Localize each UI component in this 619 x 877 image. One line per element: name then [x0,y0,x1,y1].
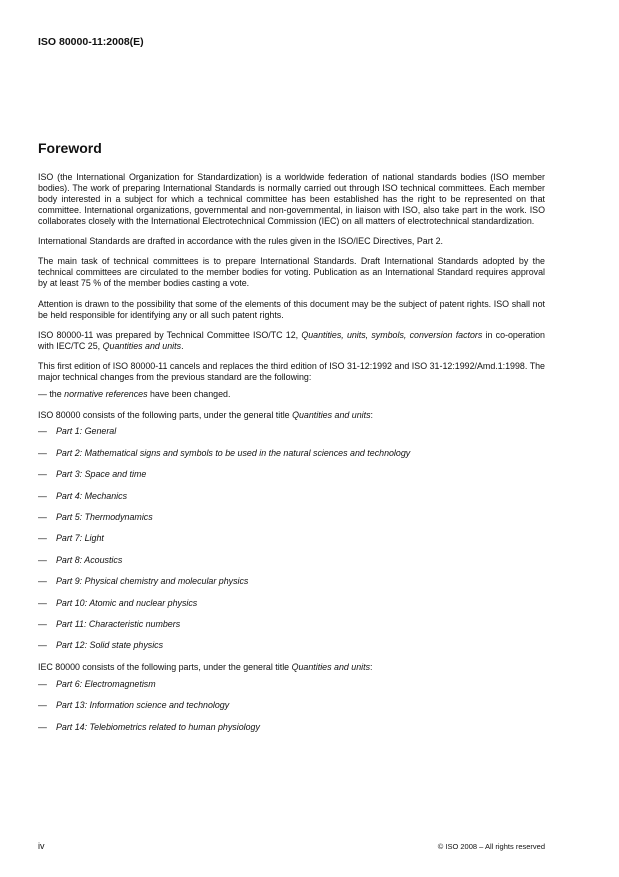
list-dash: — [38,554,47,565]
iec-intro-colon: : [370,661,373,672]
list-item [38,679,545,690]
list-item [38,619,545,630]
iso-intro-colon: : [370,409,373,420]
changes-normative-references: normative references [64,389,148,400]
list-item [38,533,545,544]
list-dash: — [38,640,47,651]
iso-parts-list [38,426,545,651]
part-title: Part 1: General [56,426,117,437]
list-item [38,700,545,711]
list-dash: — [38,512,47,523]
paragraph-directives: International Standards are drafted in accordance with the rules given in the ISO/IEC Directives, Part 2. [38,236,444,247]
part-title: Part 8: Acoustics [56,554,123,565]
prepared-by-end: . [181,340,184,351]
changes-dash: — [38,389,47,400]
page-number: iv [38,841,45,851]
part-title: Part 5: Thermodynamics [56,512,153,523]
list-dash: — [38,576,47,587]
part-title: Part 14: Telebiometrics related to human physiology [56,721,260,732]
iec-parts-list [38,679,545,733]
list-dash: — [38,678,47,689]
list-dash: — [38,597,47,608]
part-title: Part 3: Space and time [56,469,147,480]
paragraph-prepared-by [38,330,545,352]
part-title: Part 12: Solid state physics [56,640,164,651]
part-title: Part 13: Information science and technology [56,700,230,711]
list-item [38,576,545,587]
list-item [38,426,545,437]
iec-general-title: Quantities and units [291,661,371,672]
changes-item [38,389,545,400]
list-item [38,598,545,609]
iec-parts-intro [38,662,545,673]
paragraph-committee-task: The main task of technical committees is to prepare International Standards. Draft International Standards adopted by the technical committees are circulated to the member bodies for voting. Publication as an International Standard requires approval by at least 75 % of the member bodies casting a vote. [38,256,545,289]
paragraph-iso-intro: ISO (the International Organization for Standardization) is a worldwide federation of national standards bodies (ISO member bodies). The work of preparing International Standards is normally carried out through ISO technical committees. Each member body interested in a subject for which a technical committee has been established has the right to be represented on that committee. International organizations, governmental and non-governmental, in liaison with ISO, also take part in the work. ISO collaborates closely with the International Electrotechnical Commission (IEC) on all matters of electrotechnical standardization. [38,172,545,226]
list-dash: — [38,447,47,458]
list-item [38,555,545,566]
part-title: Part 11: Characteristic numbers [56,619,181,630]
list-dash: — [38,469,47,480]
iec-parts-intro-text: IEC 80000 consists of the following parts, under the general title [38,661,292,672]
iso-general-title: Quantities and units [292,409,371,420]
part-title: Part 7: Light [56,533,104,544]
list-item [38,448,545,459]
list-dash: — [38,533,47,544]
iso-parts-intro [38,410,545,421]
prepared-by-start: ISO 80000-11 was prepared by Technical Committee ISO/TC 12, [38,329,302,340]
part-title: Part 9: Physical chemistry and molecular physics [56,576,249,587]
part-title: Part 6: Electromagnetism [56,678,156,689]
list-item [38,512,545,523]
prepared-by-mid: in co-operation with IEC/TC 25, [38,329,545,351]
paragraph-patent-rights: Attention is drawn to the possibility that some of the elements of this document may be the subject of patent rights. ISO shall not be held responsible for identifying any or all such patent rights. [38,298,545,320]
foreword-heading: Foreword [38,140,102,156]
changes-pre: the [46,389,65,400]
copyright-notice: © ISO 2008 – All rights reserved [437,842,545,851]
list-dash: — [38,721,47,732]
part-title: Part 2: Mathematical signs and symbols to be used in the natural sciences and technology [56,447,411,458]
changes-post: have been changed. [147,389,231,400]
part-title: Part 10: Atomic and nuclear physics [56,597,198,608]
tc12-title: Quantities, units, symbols, conversion factors [301,329,483,340]
paragraph-edition: This first edition of ISO 80000-11 cancels and replaces the third edition of ISO 31-12:1992 and ISO 31-12:1992/Amd.1:1998. The major technical changes from the previous standard are the following: [38,361,545,383]
part-title: Part 4: Mechanics [56,490,128,501]
foreword-body [38,172,545,743]
list-item [38,469,545,480]
tc25-title: Quantities and units [102,340,182,351]
list-item [38,722,545,733]
list-item [38,491,545,502]
list-dash: — [38,426,47,437]
list-item [38,640,545,651]
iso-parts-intro-text: ISO 80000 consists of the following parts, under the general title [38,409,293,420]
list-dash: — [38,700,47,711]
document-id: ISO 80000-11:2008(E) [38,36,144,48]
list-dash: — [38,619,47,630]
list-dash: — [38,490,47,501]
